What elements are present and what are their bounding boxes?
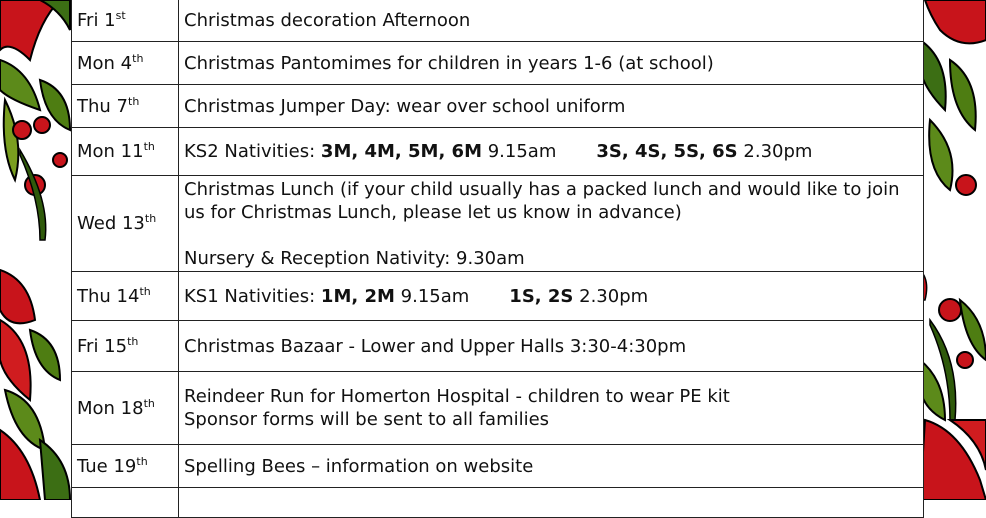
event-cell: Christmas Bazaar - Lower and Upper Halls 3:30-4:30pm: [179, 321, 924, 372]
table-row: [72, 42, 924, 85]
table-row: [72, 272, 924, 321]
event-cell: Christmas Jumper Day: wear over school uniform: [179, 85, 924, 128]
holly-decoration-left: [0, 0, 80, 500]
event-cell: [179, 488, 924, 518]
table-row: [72, 488, 924, 518]
event-cell: Spelling Bees – information on website: [179, 445, 924, 488]
date-cell: Thu 7th: [72, 85, 179, 128]
date-cell: Fri 15th: [72, 321, 179, 372]
event-cell: KS1 Nativities: 1M, 2M 9.15am 1S, 2S 2.30pm: [179, 272, 924, 321]
table-row: [72, 0, 924, 42]
holly-decoration-icon: [920, 0, 986, 500]
date-cell: [72, 488, 179, 518]
table-row: [72, 85, 924, 128]
date-cell: Mon 11th: [72, 128, 179, 176]
event-cell: Christmas decoration Afternoon: [179, 0, 924, 42]
event-cell: Christmas Pantomimes for children in years 1-6 (at school): [179, 42, 924, 85]
table-row: [72, 372, 924, 445]
date-cell: Fri 1st: [72, 0, 179, 42]
holly-decoration-right: [920, 0, 986, 500]
date-cell: Tue 19th: [72, 445, 179, 488]
holly-decoration-icon: [0, 0, 80, 500]
date-cell: Wed 13th: [72, 176, 179, 272]
table-row: [72, 445, 924, 488]
table-row: [72, 176, 924, 272]
event-cell: KS2 Nativities: 3M, 4M, 5M, 6M 9.15am 3S, 4S, 5S, 6S 2.30pm: [179, 128, 924, 176]
event-cell: Reindeer Run for Homerton Hospital - children to wear PE kit Sponsor forms will be sent to all families: [179, 372, 924, 445]
date-cell: Thu 14th: [72, 272, 179, 321]
date-cell: Mon 18th: [72, 372, 179, 445]
table-row: [72, 128, 924, 176]
events-table: [71, 0, 924, 518]
event-cell: Christmas Lunch (if your child usually has a packed lunch and would like to join us for Christmas Lunch, please let us know in advance) Nursery & Reception Nativity: 9.30am: [179, 176, 924, 272]
table-row: [72, 321, 924, 372]
date-cell: Mon 4th: [72, 42, 179, 85]
